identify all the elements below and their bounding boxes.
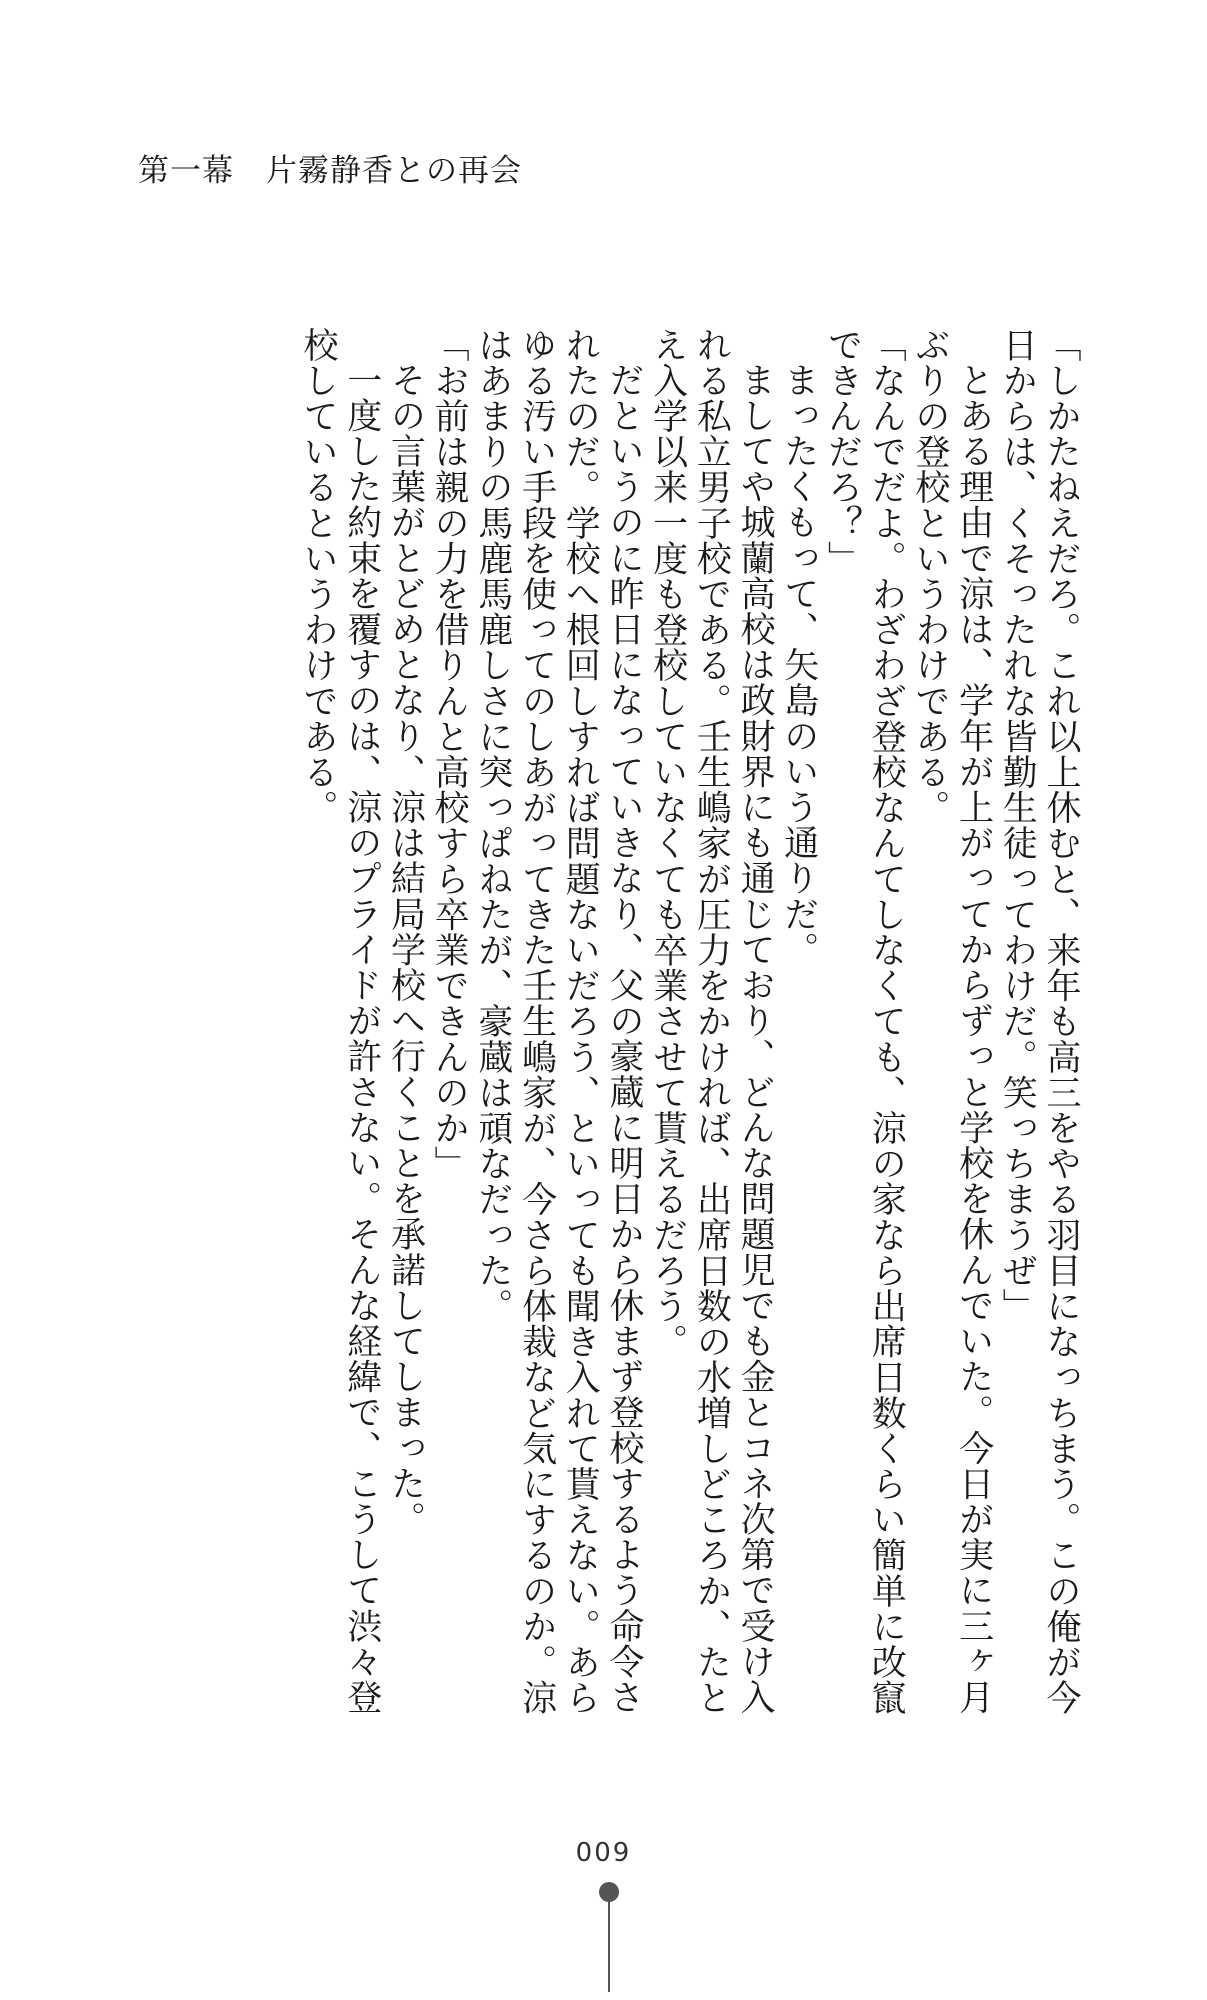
- paragraph: 「なんでだよ。わざわざ登校なんてしなくても、涼の家なら出席日数くらい簡単に改竄できんだろ？」: [822, 327, 907, 1716]
- paragraph: 「しかたねえだろ。これ以上休むと、来年も高三をやる羽目になっちまう。この俺が今日からは、くそったれな皆勤生徒ってわけだ。笑っちまうぜ」: [997, 327, 1081, 1716]
- paragraph: とある理由で涼は、学年が上がってからずっと学校を休んでいた。今日が実に三ヶ月ぶりの登校というわけである。: [909, 327, 994, 1715]
- paragraph: 「お前は親の力を借りんと高校すら卒業できんのか」: [429, 327, 470, 1182]
- folio-ornament: [608, 1882, 610, 1992]
- paragraph: 一度した約束を覆すのは、涼のプライドが許さない。そんな経緯で、こうして渋々登校しているというわけである。: [298, 327, 382, 1715]
- running-title: 第一幕 片霧静香との再会: [138, 153, 522, 189]
- body-text: [146, 327, 1082, 1727]
- page-number: 009: [575, 1838, 632, 1868]
- folio-dot-icon: [599, 1882, 619, 1902]
- paragraph: だというのに昨日になっていきなり、父の豪蔵に明日から休まず登校するよう命令されたのだ。学校へ根回しすれば問題ないだろう、といっても聞き入れて貰えない。あらゆる汚い手段を使ってのしあがってきた壬生嶋家が、今さら体裁など気にするのか。涼はあまりの馬鹿馬鹿しさに突っぱねたが、豪蔵は頑なだった。: [472, 327, 644, 1716]
- paragraph: ましてや城蘭高校は政財界にも通じており、どんな問題児でも金とコネ次第で受け入れる私立男子校である。壬生嶋家が圧力をかければ、出席日数の水増しどころか、たとえ入学以来一度も登校していなくても卒業させて貰えるだろう。: [647, 327, 776, 1716]
- paragraph: まったくもって、矢島のいう通りだ。: [778, 362, 819, 968]
- folio-line-divider: [608, 1900, 610, 1992]
- paragraph: その言葉がとどめとなり、涼は結局学校へ行くことを承諾してしまった。: [385, 362, 426, 1537]
